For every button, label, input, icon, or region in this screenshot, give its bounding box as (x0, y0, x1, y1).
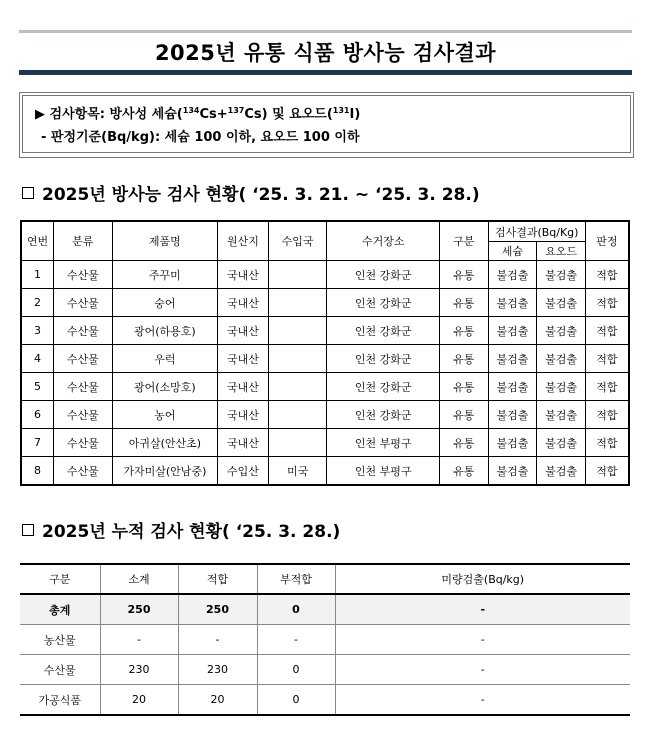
header-location: 수거장소 (327, 221, 439, 261)
cell-fail: 0 (257, 594, 335, 625)
title-banner (19, 30, 632, 75)
cell-category: 총계 (20, 594, 100, 625)
cell-product: 광어(소망호) (112, 373, 217, 401)
checkbox-square-icon (22, 524, 34, 536)
header-subtotal: 소계 (100, 564, 178, 594)
header-result: 검사결과(Bq/Kg) (488, 221, 585, 242)
cell-verdict: 적합 (585, 345, 629, 373)
header-no: 연번 (21, 221, 53, 261)
cell-type: 유통 (439, 429, 488, 457)
info-box-inner (22, 95, 631, 153)
cell-category: 수산물 (53, 429, 112, 457)
cell-no: 3 (21, 317, 53, 345)
cell-category: 농산물 (20, 625, 100, 655)
table-row (21, 429, 629, 457)
cell-cesium: 불검출 (488, 401, 537, 429)
cell-category: 수산물 (53, 373, 112, 401)
cell-pass: 20 (178, 685, 257, 716)
cell-iodine: 불검출 (537, 261, 586, 289)
cell-origin: 국내산 (218, 345, 269, 373)
cell-no: 4 (21, 345, 53, 373)
cell-iodine: 불검출 (537, 289, 586, 317)
cell-origin: 국내산 (218, 401, 269, 429)
cell-type: 유통 (439, 261, 488, 289)
cs137-mass-number: 137 (227, 106, 245, 115)
cell-import-country (268, 261, 327, 289)
cell-type: 유통 (439, 289, 488, 317)
cell-type: 유통 (439, 373, 488, 401)
title-bottom-rule (19, 70, 632, 75)
header-verdict: 판정 (585, 221, 629, 261)
section-current-title: 2025년 방사능 검사 현황( ‘25. 3. 21. ~ ‘25. 3. 28.) (42, 185, 480, 205)
cell-cesium: 불검출 (488, 261, 537, 289)
cell-no: 6 (21, 401, 53, 429)
cell-location: 인천 부평구 (327, 457, 439, 486)
cell-type: 유통 (439, 317, 488, 345)
cell-category: 수산물 (20, 655, 100, 685)
cell-iodine: 불검출 (537, 457, 586, 486)
cell-category: 수산물 (53, 289, 112, 317)
cell-iodine: 불검출 (537, 373, 586, 401)
cell-location: 인천 강화군 (327, 261, 439, 289)
cell-import-country (268, 345, 327, 373)
cell-trace: - (335, 594, 630, 625)
cell-cesium: 불검출 (488, 317, 537, 345)
cs134-mass-number: 134 (182, 106, 200, 115)
cell-location: 인천 부평구 (327, 429, 439, 457)
table-row (20, 655, 630, 685)
cell-cesium: 불검출 (488, 457, 537, 486)
cell-location: 인천 강화군 (327, 401, 439, 429)
cell-iodine: 불검출 (537, 429, 586, 457)
cell-trace: - (335, 655, 630, 685)
cs-plus-text: Cs+ (199, 107, 228, 122)
cell-product: 아귀살(안산초) (112, 429, 217, 457)
cell-origin: 국내산 (218, 373, 269, 401)
header-product: 제품명 (112, 221, 217, 261)
cell-verdict: 적합 (585, 317, 629, 345)
checkbox-square-icon (22, 187, 34, 199)
cell-cesium: 불검출 (488, 429, 537, 457)
table-row (20, 594, 630, 625)
table-row (21, 373, 629, 401)
table-row (20, 625, 630, 655)
info-box (19, 92, 634, 158)
cell-category: 수산물 (53, 401, 112, 429)
cell-import-country (268, 289, 327, 317)
header-pass: 적합 (178, 564, 257, 594)
cell-product: 가자미살(안남중) (112, 457, 217, 486)
cell-fail: 0 (257, 685, 335, 716)
section-current-heading (22, 180, 480, 205)
cell-location: 인천 강화군 (327, 345, 439, 373)
cell-verdict: 적합 (585, 429, 629, 457)
cell-origin: 국내산 (218, 317, 269, 345)
criteria-line: - 판정기준(Bq/kg): 세슘 100 이하, 요오드 100 이하 (41, 130, 360, 145)
header-fail: 부적합 (257, 564, 335, 594)
cell-category: 수산물 (53, 345, 112, 373)
inspection-items-line (35, 103, 630, 126)
cell-type: 유통 (439, 401, 488, 429)
cell-verdict: 적합 (585, 401, 629, 429)
cell-category: 가공식품 (20, 685, 100, 716)
cell-subtotal: - (100, 625, 178, 655)
iodine-text: Cs) 및 요오드( (244, 107, 333, 122)
i131-mass-number: 131 (332, 106, 350, 115)
cell-category: 수산물 (53, 261, 112, 289)
cell-import-country (268, 401, 327, 429)
cell-product: 광어(하용호) (112, 317, 217, 345)
cell-cesium: 불검출 (488, 289, 537, 317)
cell-subtotal: 20 (100, 685, 178, 716)
cell-no: 5 (21, 373, 53, 401)
header-category: 구분 (20, 564, 100, 594)
header-iodine: 요오드 (537, 242, 586, 261)
cell-verdict: 적합 (585, 457, 629, 486)
table-row (20, 685, 630, 716)
cell-iodine: 불검출 (537, 317, 586, 345)
section-cumulative-title: 2025년 누적 검사 현황( ‘25. 3. 28.) (42, 522, 341, 542)
cell-import-country (268, 429, 327, 457)
header-import-country: 수입국 (268, 221, 327, 261)
header-category: 분류 (53, 221, 112, 261)
cell-import-country: 미국 (268, 457, 327, 486)
page-title: 2025년 유통 식품 방사능 검사결과 (154, 40, 497, 65)
cell-iodine: 불검출 (537, 345, 586, 373)
cell-fail: 0 (257, 655, 335, 685)
cell-origin: 국내산 (218, 261, 269, 289)
cell-no: 7 (21, 429, 53, 457)
cell-verdict: 적합 (585, 289, 629, 317)
cell-cesium: 불검출 (488, 345, 537, 373)
cell-product: 우럭 (112, 345, 217, 373)
iodine-symbol: I) (349, 107, 361, 122)
cell-product: 숭어 (112, 289, 217, 317)
header-type: 구분 (439, 221, 488, 261)
cell-trace: - (335, 625, 630, 655)
cell-location: 인천 강화군 (327, 373, 439, 401)
header-origin: 원산지 (218, 221, 269, 261)
inspection-items-prefix: ▶ 검사항목: 방사성 세슘( (35, 107, 183, 122)
cell-origin: 국내산 (218, 289, 269, 317)
table-row (21, 289, 629, 317)
section-cumulative-heading (22, 517, 340, 542)
current-inspection-table (20, 220, 630, 486)
cell-fail: - (257, 625, 335, 655)
table-row (21, 401, 629, 429)
table-row (21, 457, 629, 486)
cell-location: 인천 강화군 (327, 289, 439, 317)
cell-type: 유통 (439, 457, 488, 486)
cell-product: 주꾸미 (112, 261, 217, 289)
table-row (21, 345, 629, 373)
cell-origin: 수입산 (218, 457, 269, 486)
cell-no: 1 (21, 261, 53, 289)
cell-category: 수산물 (53, 457, 112, 486)
cell-no: 8 (21, 457, 53, 486)
cell-import-country (268, 373, 327, 401)
cell-category: 수산물 (53, 317, 112, 345)
cell-subtotal: 230 (100, 655, 178, 685)
table-row (21, 261, 629, 289)
cell-pass: 250 (178, 594, 257, 625)
cell-subtotal: 250 (100, 594, 178, 625)
cell-origin: 국내산 (218, 429, 269, 457)
cell-trace: - (335, 685, 630, 716)
cell-verdict: 적합 (585, 373, 629, 401)
cell-type: 유통 (439, 345, 488, 373)
cumulative-inspection-table (20, 563, 630, 716)
cell-product: 농어 (112, 401, 217, 429)
cell-cesium: 불검출 (488, 373, 537, 401)
cell-no: 2 (21, 289, 53, 317)
cell-location: 인천 강화군 (327, 317, 439, 345)
cell-import-country (268, 317, 327, 345)
header-cesium: 세슘 (488, 242, 537, 261)
table-row (21, 317, 629, 345)
cell-pass: - (178, 625, 257, 655)
cell-verdict: 적합 (585, 261, 629, 289)
cell-iodine: 불검출 (537, 401, 586, 429)
cell-pass: 230 (178, 655, 257, 685)
header-trace: 미량검출(Bq/kg) (335, 564, 630, 594)
